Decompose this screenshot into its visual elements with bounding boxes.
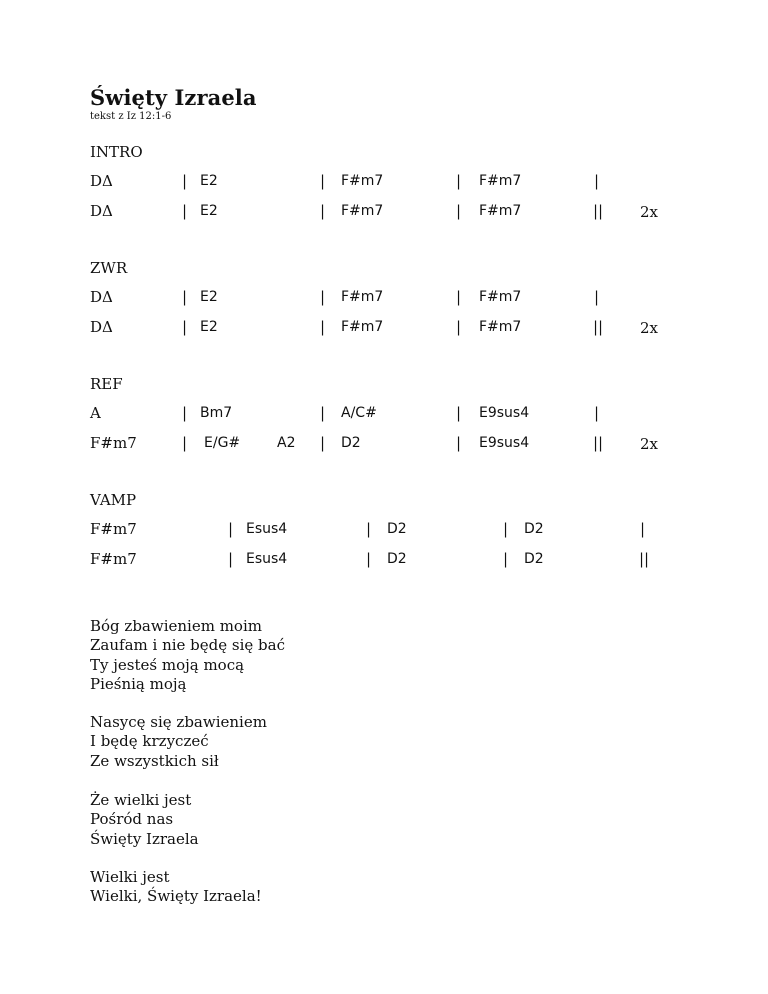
- chord: D2: [524, 551, 544, 567]
- chord: A: [90, 404, 101, 422]
- bar-line: |: [456, 404, 462, 422]
- bar-line: |: [456, 318, 462, 336]
- lyric-line: Wielki, Święty Izraela!: [90, 887, 262, 906]
- chord: E2: [200, 319, 218, 335]
- chord: DΔ: [90, 202, 113, 220]
- chord: E9sus4: [479, 405, 530, 421]
- chord: DΔ: [90, 318, 113, 336]
- bar-line: |: [503, 550, 509, 568]
- repeat-count: 2x: [640, 435, 659, 453]
- chord: E2: [200, 203, 218, 219]
- bar-line: |: [456, 172, 462, 190]
- repeat-end-bar: ||: [593, 318, 604, 336]
- repeat-end-bar: ||: [639, 550, 650, 568]
- bar-line: |: [594, 288, 600, 306]
- bar-line: |: [320, 288, 326, 306]
- chord: D2: [524, 521, 544, 537]
- chord: F#m7: [341, 319, 384, 335]
- lyric-line: Święty Izraela: [90, 829, 199, 848]
- lyric-line: Zaufam i nie będę się bać: [90, 636, 285, 655]
- section-label-vamp: VAMP: [90, 491, 137, 509]
- chord: A/C#: [341, 405, 377, 421]
- lyrics-stanza: [90, 713, 267, 771]
- lyric-line: I będę krzyczeć: [90, 732, 209, 751]
- chord: F#m7: [479, 319, 522, 335]
- lyrics-stanza: [90, 617, 285, 694]
- section-label-ref: REF: [90, 375, 123, 393]
- bar-line: |: [182, 318, 188, 336]
- repeat-end-bar: ||: [593, 202, 604, 220]
- lyrics-stanza: [90, 868, 262, 907]
- bar-line: |: [366, 550, 372, 568]
- bar-line: |: [640, 520, 646, 538]
- chord: E/G#: [204, 435, 241, 451]
- bar-line: |: [594, 172, 600, 190]
- repeat-count: 2x: [640, 319, 659, 337]
- bar-line: |: [182, 288, 188, 306]
- bar-line: |: [320, 202, 326, 220]
- chord: F#m7: [90, 520, 137, 538]
- lyric-line: Pieśnią moją: [90, 674, 187, 693]
- chord: Bm7: [200, 405, 233, 421]
- bar-line: |: [182, 202, 188, 220]
- lyric-line: Bóg zbawieniem moim: [90, 617, 262, 635]
- lyric-line: Pośród nas: [90, 810, 174, 829]
- lyric-line: Ze wszystkich sił: [90, 751, 219, 770]
- bar-line: |: [228, 550, 234, 568]
- bar-line: |: [456, 288, 462, 306]
- chord: F#m7: [479, 203, 522, 219]
- chord: E2: [200, 173, 218, 189]
- chord: E9sus4: [479, 435, 530, 451]
- repeat-end-bar: ||: [593, 434, 604, 452]
- chord: D2: [341, 435, 361, 451]
- chord: D2: [387, 521, 407, 537]
- bar-line: |: [456, 434, 462, 452]
- bar-line: |: [182, 404, 188, 422]
- chord: E2: [200, 289, 218, 305]
- bar-line: |: [228, 520, 234, 538]
- bar-line: |: [320, 172, 326, 190]
- section-label-intro: INTRO: [90, 143, 143, 161]
- lyric-line: Że wielki jest: [90, 791, 192, 809]
- bar-line: |: [594, 404, 600, 422]
- chord: F#m7: [341, 203, 384, 219]
- bar-line: |: [182, 434, 188, 452]
- page-subtitle: tekst z Iz 12:1-6: [90, 111, 172, 122]
- section-label-zwr: ZWR: [90, 259, 128, 277]
- bar-line: |: [182, 172, 188, 190]
- chord: DΔ: [90, 172, 113, 190]
- chord: F#m7: [341, 289, 384, 305]
- chord: F#m7: [479, 173, 522, 189]
- bar-line: |: [366, 520, 372, 538]
- lyrics-stanza: [90, 791, 199, 849]
- bar-line: |: [320, 318, 326, 336]
- chord: DΔ: [90, 288, 113, 306]
- chord: F#m7: [90, 550, 137, 568]
- repeat-count: 2x: [640, 203, 659, 221]
- lyric-line: Nasycę się zbawieniem: [90, 713, 267, 731]
- bar-line: |: [456, 202, 462, 220]
- chord: D2: [387, 551, 407, 567]
- lyric-line: Ty jesteś moją mocą: [90, 655, 245, 674]
- chord: F#m7: [479, 289, 522, 305]
- bar-line: |: [320, 434, 326, 452]
- bar-line: |: [503, 520, 509, 538]
- chord: Esus4: [246, 551, 288, 567]
- chord: F#m7: [90, 434, 137, 452]
- page-title: Święty Izraela: [90, 85, 257, 110]
- chord: A2: [277, 435, 296, 451]
- bar-line: |: [320, 404, 326, 422]
- chord: Esus4: [246, 521, 288, 537]
- lyric-line: Wielki jest: [90, 868, 170, 886]
- chord: F#m7: [341, 173, 384, 189]
